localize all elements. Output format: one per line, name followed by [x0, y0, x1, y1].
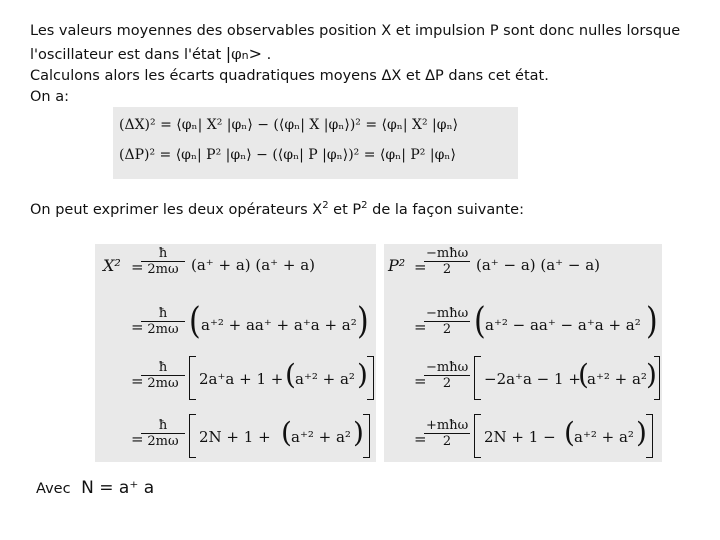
- p-row-4-open-bracket: [474, 414, 481, 458]
- p-eq-3: =: [414, 372, 427, 390]
- x-frac-2-den: 2mω: [147, 322, 179, 337]
- x-squared-block: [95, 244, 376, 462]
- ket-open: |: [225, 44, 232, 63]
- p-row-3-close-paren: ): [646, 358, 657, 391]
- footer-formula: N = a⁺ a: [81, 478, 155, 498]
- p-frac-1: [424, 246, 470, 277]
- x-row-1: (a⁺ + a) (a⁺ + a): [191, 256, 315, 274]
- p-frac-4-num: +mħω: [426, 418, 469, 433]
- x-row-4-close-bracket: [363, 414, 370, 458]
- p-frac-1-den: 2: [442, 262, 452, 277]
- p-row-1: (a⁺ − a) (a⁺ − a): [476, 256, 600, 274]
- p-row-4-close-bracket: [646, 414, 653, 458]
- p-frac-2-den: 2: [442, 322, 452, 337]
- variance-equations: [113, 107, 518, 179]
- phi-index: n: [241, 49, 249, 62]
- p-frac-3: [424, 360, 470, 391]
- x-row-2-close-paren: ): [357, 300, 369, 343]
- p-row-4-close-paren: ): [636, 416, 647, 449]
- x-row-2-open-paren: (: [189, 300, 201, 343]
- operators-text-b: et P: [328, 201, 362, 218]
- variance-p-equation: (ΔP)² = ⟨φₙ| P² |φₙ⟩ − (⟨φₙ| P |φₙ⟩)² = ⟨φₙ| P² |φₙ⟩: [119, 147, 456, 163]
- p-row-2-open-paren: (: [474, 300, 486, 343]
- operators-sentence: [30, 195, 524, 221]
- x-frac-4-num: ħ: [141, 418, 185, 434]
- p-row-2: a⁺² − aa⁺ − a⁺a + a²: [485, 316, 641, 334]
- x-row-3b: a⁺² + a²: [295, 370, 355, 388]
- x-row-2: a⁺² + aa⁺ + a⁺a + a²: [201, 316, 357, 334]
- x-eq-4: =: [131, 430, 144, 448]
- p-eq-2: =: [414, 318, 427, 336]
- p-frac-4-den: 2: [442, 434, 452, 449]
- x-frac-4: [141, 418, 185, 449]
- x-row-4a: 2N + 1 +: [199, 428, 271, 446]
- operators-sup-b: 2: [361, 200, 368, 211]
- p-frac-3-den: 2: [442, 376, 452, 391]
- x-frac-1-den: 2mω: [147, 262, 179, 277]
- p-frac-2: [424, 306, 470, 337]
- footer-avec: Avec: [36, 481, 71, 497]
- intro-line-2-suffix: .: [262, 47, 272, 63]
- intro-line-3: Calculons alors les écarts quadratiques moyens ΔX et ΔP dans cet état.: [30, 68, 549, 84]
- variance-x-equation: (ΔX)² = ⟨φₙ| X² |φₙ⟩ − (⟨φₙ| X |φₙ⟩)² = ⟨φₙ| X² |φₙ⟩: [119, 117, 459, 133]
- intro-line-4: On a:: [30, 89, 69, 105]
- footer-line: [36, 478, 154, 500]
- p-row-3-open-bracket: [474, 356, 481, 400]
- x-frac-4-den: 2mω: [147, 434, 179, 449]
- x-frac-2-num: ħ: [141, 306, 185, 322]
- p-frac-3-num: −mħω: [426, 360, 469, 375]
- x-frac-3-num: ħ: [141, 360, 185, 376]
- p-frac-1-num: −mħω: [426, 246, 469, 261]
- p-eq-1: =: [414, 258, 427, 276]
- p-frac-4: [424, 418, 470, 449]
- x-row-4-open-bracket: [189, 414, 196, 458]
- p-frac-2-num: −mħω: [426, 306, 469, 321]
- operators-sup-a: 2: [322, 200, 329, 211]
- p-squared-label: P²: [388, 256, 406, 275]
- intro-line-2-prefix: l'oscillateur est dans l'état: [30, 47, 226, 63]
- x-row-3-close-paren: ): [357, 358, 368, 391]
- operators-text-c: de la façon suivante:: [367, 201, 524, 218]
- p-row-4b: a⁺² + a²: [574, 428, 634, 446]
- x-frac-3-den: 2mω: [147, 376, 179, 391]
- x-frac-1: [141, 246, 185, 277]
- p-squared-block: [384, 244, 662, 462]
- x-eq-2: =: [131, 318, 144, 336]
- x-row-3-open-bracket: [189, 356, 196, 400]
- x-row-3a: 2a⁺a + 1 +: [199, 370, 284, 388]
- x-squared-label: X²: [103, 256, 121, 275]
- p-row-3-open-paren: (: [578, 358, 589, 391]
- x-eq-1: =: [131, 258, 144, 276]
- x-frac-2: [141, 306, 185, 337]
- p-row-4-open-paren: (: [564, 416, 575, 449]
- phi-symbol: φ: [231, 45, 242, 63]
- operators-text-a: On peut exprimer les deux opérateurs X: [30, 201, 323, 218]
- x-frac-3: [141, 360, 185, 391]
- intro-line-2: [30, 43, 271, 66]
- p-row-3a: −2a⁺a − 1 +: [484, 370, 581, 388]
- p-eq-4: =: [414, 430, 427, 448]
- p-row-2-close-paren: ): [646, 300, 658, 343]
- x-eq-3: =: [131, 372, 144, 390]
- p-row-3b: a⁺² + a²: [587, 370, 647, 388]
- x-row-3-open-paren: (: [285, 358, 296, 391]
- x-row-3-close-bracket: [367, 356, 374, 400]
- p-row-3-close-bracket: [654, 356, 660, 400]
- ket-close: >: [248, 44, 263, 63]
- intro-line-1: Les valeurs moyennes des observables position X et impulsion P sont donc nulles lorsque: [30, 23, 681, 39]
- x-row-4b: a⁺² + a²: [291, 428, 351, 446]
- x-frac-1-num: ħ: [141, 246, 185, 262]
- x-row-4-close-paren: ): [353, 416, 364, 449]
- p-row-4a: 2N + 1 −: [484, 428, 556, 446]
- x-row-4-open-paren: (: [281, 416, 292, 449]
